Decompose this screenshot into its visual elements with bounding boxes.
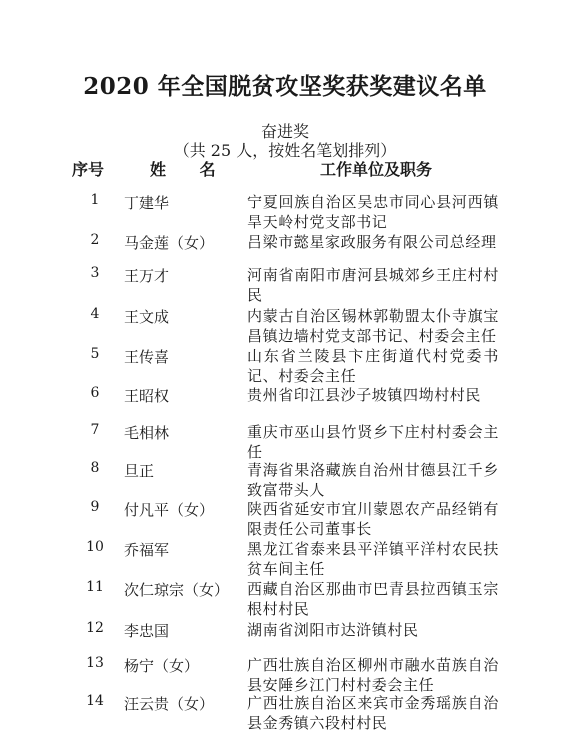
workplace-and-title: 贵州省印江县沙子坡镇四坳村村民	[247, 386, 482, 404]
row-number: 10	[86, 539, 104, 555]
person-name: 丁建华	[124, 194, 170, 212]
person-name: 杨宁（女）	[124, 657, 200, 675]
row-number: 1	[90, 192, 100, 208]
count-note: （共 25 人，按姓名笔划排列）	[173, 141, 397, 160]
row-number: 11	[86, 579, 104, 595]
workplace-and-title: 内蒙古自治区锡林郭勒盟太仆寺旗宝昌镇边墙村党支部书记、村委会主任	[247, 307, 499, 345]
header-number: 序号	[72, 160, 105, 179]
row-number: 8	[90, 460, 100, 476]
row-number: 7	[90, 422, 100, 438]
workplace-and-title: 黑龙江省泰来县平洋镇平洋村农民扶贫车间主任	[247, 540, 499, 578]
award-category: 奋进奖	[260, 122, 309, 141]
row-number: 2	[90, 232, 100, 248]
row-number: 5	[90, 346, 100, 362]
person-name: 旦正	[124, 462, 155, 480]
workplace-and-title: 吕梁市懿星家政服务有限公司总经理	[247, 233, 497, 251]
person-name: 王文成	[124, 308, 170, 326]
workplace-and-title: 广西壮族自治区来宾市金秀瑶族自治县金秀镇六段村村民	[247, 694, 499, 732]
row-number: 12	[86, 620, 104, 636]
workplace-and-title: 青海省果洛藏族自治州甘德县江千乡致富带头人	[247, 461, 499, 499]
header-name: 姓 名	[150, 160, 230, 179]
workplace-and-title: 湖南省浏阳市达浒镇村民	[247, 621, 419, 639]
person-name: 次仁琼宗（女）	[124, 581, 230, 599]
person-name: 王万才	[124, 267, 170, 285]
person-name: 汪云贵（女）	[124, 695, 215, 713]
row-number: 14	[86, 693, 104, 709]
workplace-and-title: 广西壮族自治区柳州市融水苗族自治县安陲乡江门村村委会主任	[247, 656, 499, 694]
workplace-and-title: 西藏自治区那曲市巴青县拉西镇玉宗根村村民	[247, 580, 499, 618]
person-name: 乔福军	[124, 541, 170, 559]
person-name: 李忠国	[124, 622, 170, 640]
person-name: 毛相林	[124, 424, 170, 442]
workplace-and-title: 山东省兰陵县卞庄街道代村党委书记、村委会主任	[247, 347, 499, 385]
workplace-and-title: 河南省南阳市唐河县城郊乡王庄村村民	[247, 266, 499, 304]
document-title: 2020 年全国脱贫攻坚奖获奖建议名单	[83, 73, 487, 100]
person-name: 付凡平（女）	[124, 501, 215, 519]
workplace-and-title: 陕西省延安市宜川蒙恩农产品经销有限责任公司董事长	[247, 500, 499, 538]
row-number: 13	[86, 655, 104, 671]
row-number: 4	[90, 306, 100, 322]
workplace-and-title: 重庆市巫山县竹贤乡下庄村村委会主任	[247, 423, 499, 461]
row-number: 6	[90, 385, 100, 401]
workplace-and-title: 宁夏回族自治区吴忠市同心县河西镇旱天岭村党支部书记	[247, 193, 499, 231]
person-name: 王昭权	[124, 387, 170, 405]
person-name: 王传喜	[124, 348, 170, 366]
header-unit: 工作单位及职务	[320, 160, 433, 179]
person-name: 马金莲（女）	[124, 234, 215, 252]
row-number: 9	[90, 499, 100, 515]
row-number: 3	[90, 265, 100, 281]
